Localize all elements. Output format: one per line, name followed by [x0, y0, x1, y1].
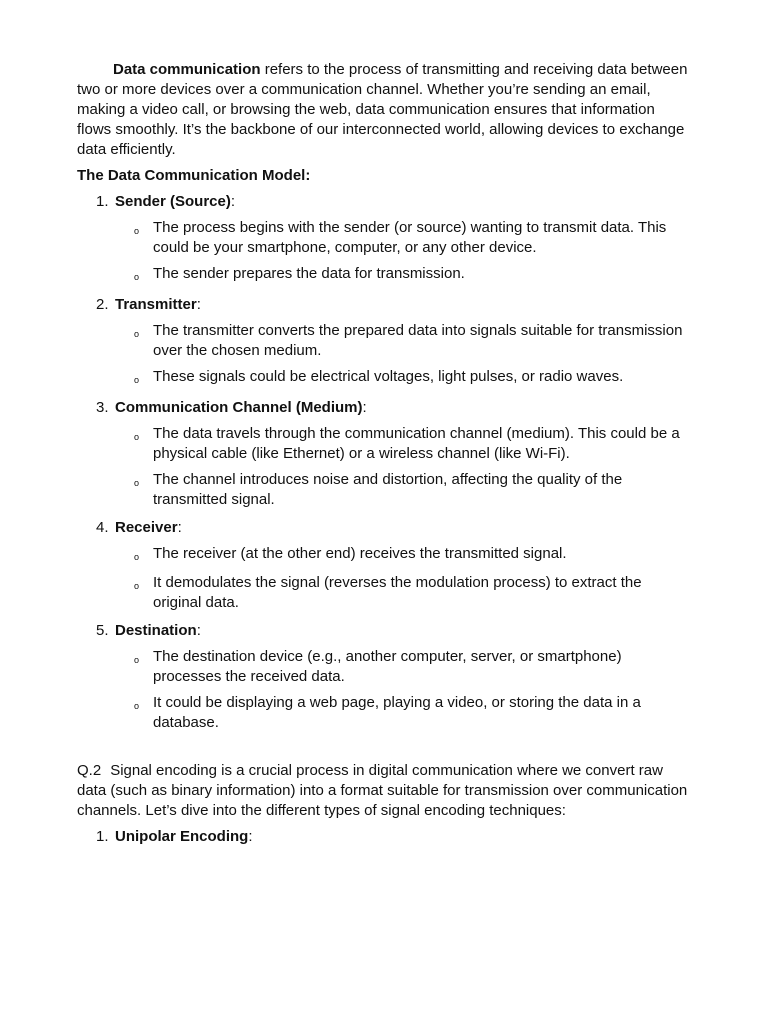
- list-item: [77, 264, 690, 287]
- step-title: [77, 518, 690, 538]
- bullet-list: [77, 218, 690, 287]
- circle-bullet-icon: o: [134, 581, 140, 591]
- bullet-text: The data travels through the communication channel (medium). This could be a physical cable (like Ethernet) or a wireless channel (like Wi-Fi).: [153, 425, 680, 462]
- step-title-colon: :: [248, 828, 253, 845]
- q2-paragraph: [77, 761, 690, 821]
- circle-bullet-icon: o: [134, 655, 140, 665]
- step-number: 1.: [96, 193, 109, 210]
- step-transmitter: [77, 295, 690, 390]
- model-steps-list: [77, 192, 690, 733]
- circle-bullet-icon: o: [134, 552, 140, 562]
- step-sender: [77, 192, 690, 287]
- step-title-colon: :: [230, 193, 236, 210]
- bullet-text: These signals could be electrical voltages, light pulses, or radio waves.: [153, 368, 624, 385]
- intro-paragraph: [77, 60, 690, 160]
- unipolar-encoding-heading: [77, 827, 690, 847]
- step-destination: [77, 621, 690, 733]
- step-title-text: Transmitter: [115, 296, 197, 313]
- bullet-text: It could be displaying a web page, playing a video, or storing the data in a database.: [153, 694, 641, 731]
- list-item: [77, 367, 690, 390]
- step-title-colon: :: [196, 296, 201, 313]
- bullet-text: The sender prepares the data for transmission.: [153, 265, 465, 282]
- list-item: [77, 218, 690, 258]
- circle-bullet-icon: o: [134, 432, 140, 442]
- circle-bullet-icon: o: [134, 375, 140, 385]
- bullet-text: The channel introduces noise and distortion, affecting the quality of the transmitted signal.: [153, 471, 623, 508]
- step-title: [77, 192, 690, 212]
- bullet-list: [77, 321, 690, 390]
- bullet-text: The receiver (at the other end) receives the transmitted signal.: [153, 545, 567, 562]
- intro-text: refers to the process of transmitting and receiving data between two or more devices over a communication channel. Whether you’re sending an email, making a video call, or browsing the web, data communication ensures that information flows smoothly. It’s the backbone of our interconnected world, allowing devices to exchange data efficiently.: [77, 61, 688, 158]
- step-title-colon: :: [362, 399, 367, 416]
- step-title: [77, 621, 690, 641]
- circle-bullet-icon: o: [134, 478, 140, 488]
- bullet-text: The transmitter converts the prepared data into signals suitable for transmission over the chosen medium.: [153, 322, 683, 359]
- circle-bullet-icon: o: [134, 226, 140, 236]
- bullet-list: [77, 647, 690, 733]
- list-item: [77, 321, 690, 361]
- bullet-list: [77, 544, 690, 613]
- list-item: [77, 573, 690, 613]
- step-title-text: Unipolar Encoding: [115, 828, 249, 845]
- list-item: [77, 424, 690, 464]
- bullet-text: It demodulates the signal (reverses the modulation process) to extract the original data.: [153, 574, 642, 611]
- step-number: 4.: [96, 519, 109, 536]
- circle-bullet-icon: o: [134, 329, 140, 339]
- step-title-text: Destination: [115, 622, 197, 639]
- step-title-colon: :: [196, 622, 201, 639]
- step-number: 3.: [96, 399, 109, 416]
- bullet-text: The process begins with the sender (or source) wanting to transmit data. This could be your smartphone, computer, or any other device.: [153, 219, 667, 256]
- intro-term: Data communication: [113, 61, 261, 78]
- step-receiver: [77, 518, 690, 613]
- circle-bullet-icon: o: [134, 272, 140, 282]
- step-number: 5.: [96, 622, 109, 639]
- list-item: [77, 647, 690, 687]
- bullet-text: The destination device (e.g., another computer, server, or smartphone) processes the received data.: [153, 648, 622, 685]
- list-item: [77, 693, 690, 733]
- step-title: [77, 398, 690, 418]
- step-title-colon: :: [177, 519, 182, 536]
- q2-label: Q.2: [77, 762, 102, 779]
- step-number: 1.: [96, 828, 109, 845]
- step-channel: [77, 398, 690, 510]
- step-title-text: Sender (Source): [115, 193, 231, 210]
- circle-bullet-icon: o: [134, 701, 140, 711]
- list-item: [77, 470, 690, 510]
- step-number: 2.: [96, 296, 109, 313]
- step-title-text: Communication Channel (Medium): [115, 399, 363, 416]
- bullet-list: [77, 424, 690, 510]
- list-item: [77, 544, 690, 567]
- step-title: [77, 295, 690, 315]
- step-title-text: Receiver: [115, 519, 178, 536]
- q2-text: Signal encoding is a crucial process in digital communication where we convert raw data (such as binary information) into a format suitable for transmission over communication channels. Let’s dive into the different types of signal encoding techniques:: [77, 762, 688, 819]
- model-heading: The Data Communication Model:: [77, 167, 311, 184]
